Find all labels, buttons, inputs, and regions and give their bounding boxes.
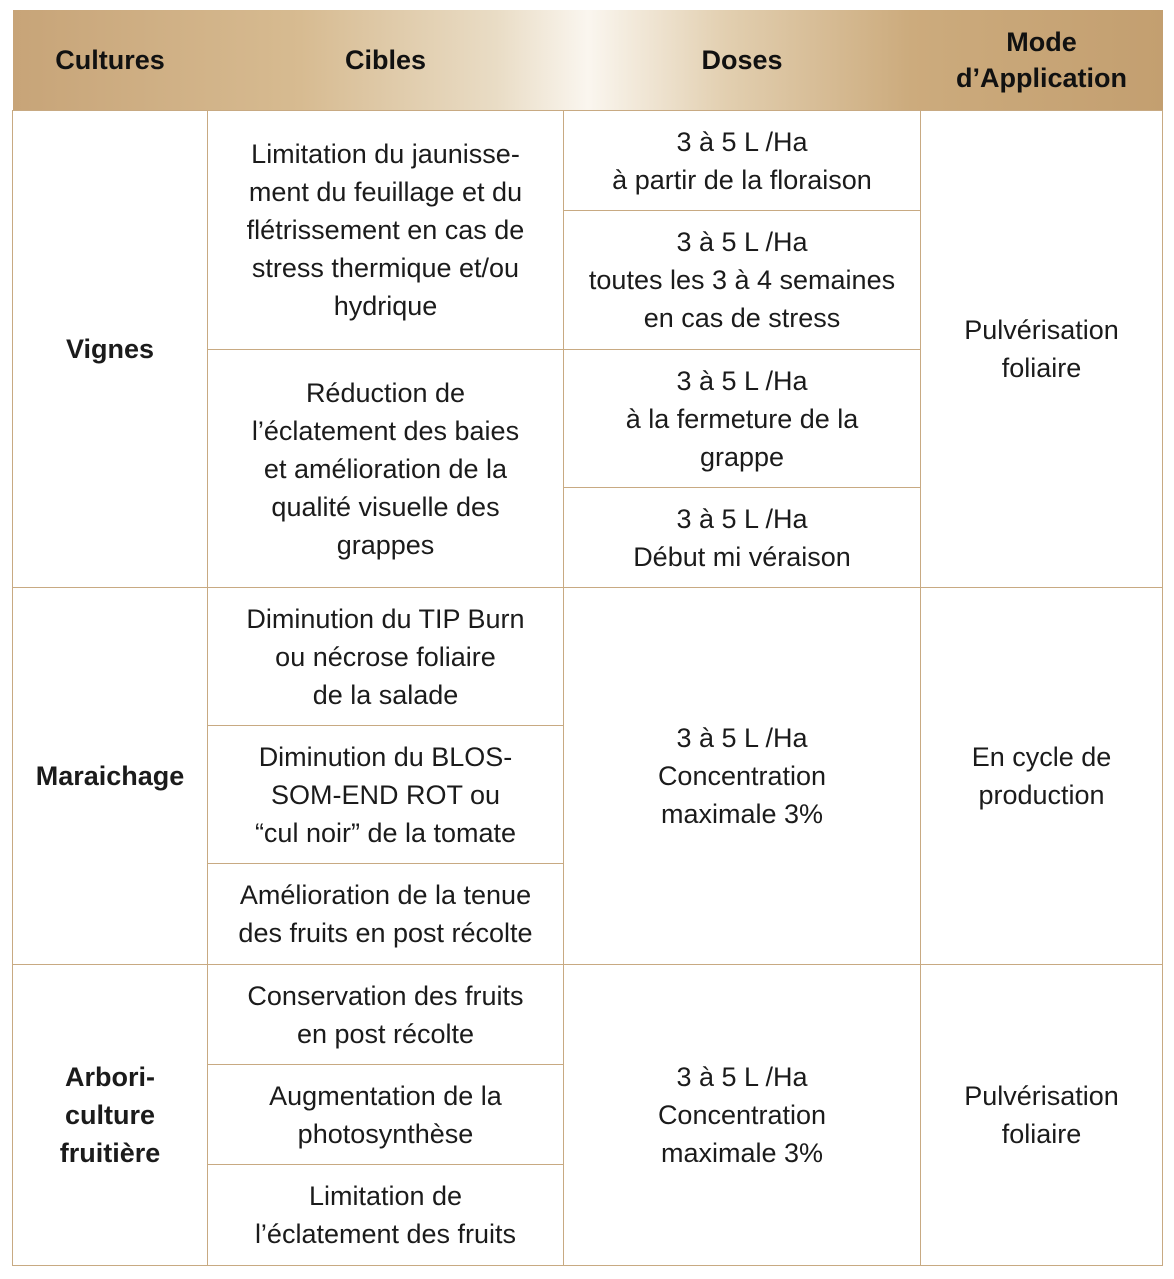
crop-vignes: Vignes bbox=[13, 111, 208, 588]
cible-cell: Conservation des fruits en post récolte bbox=[208, 965, 564, 1065]
table-row bbox=[13, 588, 1163, 726]
header-row bbox=[13, 10, 1163, 111]
dose-cell: 3 à 5 L /Ha à partir de la floraison bbox=[564, 111, 921, 211]
cible-cell: Réduction de l’éclatement des baies et amélioration de la qualité visuelle des grappes bbox=[208, 350, 564, 588]
dose-cell: 3 à 5 L /Ha Concentration maximale 3% bbox=[564, 588, 921, 965]
table-row bbox=[13, 965, 1163, 1065]
table-body bbox=[13, 111, 1163, 1266]
table-row bbox=[13, 111, 1163, 211]
mode-cell: Pulvérisation foliaire bbox=[921, 111, 1163, 588]
dose-cell: 3 à 5 L /Ha toutes les 3 à 4 semaines en cas de stress bbox=[564, 211, 921, 350]
header-cultures: Cultures bbox=[55, 45, 165, 75]
header-mode-application: Mode d’Application bbox=[956, 27, 1127, 93]
dosage-table-wrapper bbox=[12, 10, 1162, 1266]
header-doses: Doses bbox=[701, 45, 783, 75]
table-header bbox=[13, 10, 1163, 111]
dose-cell: 3 à 5 L /Ha Concentration maximale 3% bbox=[564, 965, 921, 1266]
header-cibles: Cibles bbox=[344, 45, 427, 75]
cible-cell: Limitation du jaunisse- ment du feuillage et du flétrissement en cas de stress thermique et/ou hydrique bbox=[208, 111, 564, 350]
cible-cell: Limitation de l’éclatement des fruits bbox=[208, 1165, 564, 1266]
dose-cell: 3 à 5 L /Ha Début mi véraison bbox=[564, 488, 921, 588]
cible-cell: Diminution du TIP Burn ou nécrose foliaire de la salade bbox=[208, 588, 564, 726]
cible-cell: Diminution du BLOS- SOM-END ROT ou “cul noir” de la tomate bbox=[208, 726, 564, 864]
crop-maraichage: Maraichage bbox=[13, 588, 208, 965]
crop-arboriculture: Arbori- culture fruitière bbox=[13, 965, 208, 1266]
dosage-table bbox=[12, 10, 1163, 1266]
cible-cell: Amélioration de la tenue des fruits en post récolte bbox=[208, 864, 564, 965]
mode-cell: Pulvérisation foliaire bbox=[921, 965, 1163, 1266]
dose-cell: 3 à 5 L /Ha à la fermeture de la grappe bbox=[564, 350, 921, 488]
cible-cell: Augmentation de la photosynthèse bbox=[208, 1065, 564, 1165]
mode-cell: En cycle de production bbox=[921, 588, 1163, 965]
